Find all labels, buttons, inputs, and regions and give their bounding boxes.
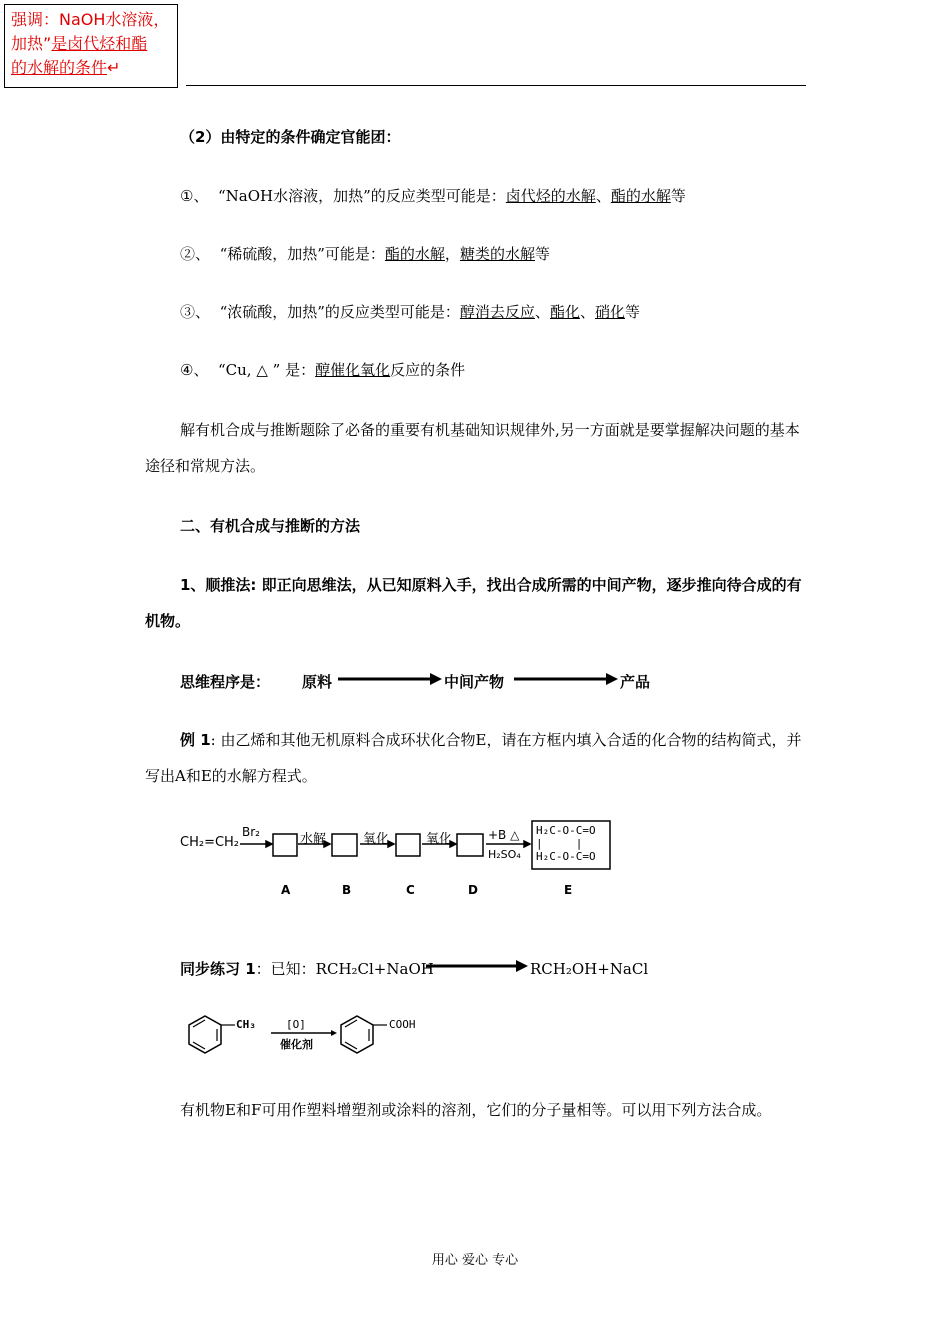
scheme-start: CH₂=CH₂ (180, 835, 240, 850)
benzene-ring-right-icon (341, 1016, 373, 1053)
benzoic-cooh: COOH (389, 1018, 416, 1031)
practice-1-line: 同步练习 1：已知：RCH₂Cl+NaOH (180, 960, 434, 978)
compound-e-structure: H₂C-O-C=O | | H₂C-O-C=O (536, 824, 596, 863)
box-d (457, 834, 483, 856)
label-e: E (564, 883, 573, 897)
item-2: ②、 “稀硫酸，加热”可能是：酯的水解，糖类的水解等 (180, 245, 550, 263)
label-c: C (406, 883, 415, 897)
flow-step-intermediate: 中间产物 (444, 673, 505, 691)
flow-arrow-1 (338, 672, 442, 686)
comment-line-2: 加热”是卤代烃和酯 (11, 34, 148, 53)
label-d: D (468, 883, 478, 897)
box-c (396, 834, 420, 856)
flow-label: 思维程序是： (180, 673, 271, 691)
reagent-br2: Br₂ (242, 825, 260, 839)
item-4: ④、 “Cu, △ ” 是：醇催化氧化反应的条件 (180, 361, 466, 379)
page-footer: 用心 爱心 专心 (431, 1253, 519, 1268)
method-1-paragraph: 1、顺推法: 即正向思维法，从已知原料入手，找出合成所需的中间产物，逐步推向待合成的有机物。 (145, 576, 802, 630)
reaction-scheme (180, 815, 620, 900)
flow-step-product: 产品 (620, 673, 651, 691)
box-a (273, 834, 297, 856)
label-b: B (342, 883, 352, 897)
label-a: A (281, 883, 291, 897)
section2-heading: （2）由特定的条件确定官能团： (180, 128, 401, 146)
reagent-h2so4: H₂SO₄ (488, 848, 521, 861)
reagent-hydrolysis: 水解 (300, 832, 327, 847)
practice-arrow (426, 959, 528, 973)
comment-connector-line (186, 85, 806, 86)
comment-box (4, 4, 178, 88)
item-3: ③、 “浓硫酸，加热”的反应类型可能是：醇消去反应、酯化、硝化等 (180, 303, 640, 321)
reagent-oxidation-1: 氧化 (363, 832, 390, 847)
comment-line-1: 强调：NaOH水溶液， (11, 10, 170, 29)
example-1-paragraph: 例 1: 由乙烯和其他无机原料合成环状化合物E，请在方框内填入合适的化合物的结构简式，并写出A和E的水解方程式。 (145, 731, 802, 785)
intro-paragraph: 解有机合成与推断题除了必备的重要有机基础知识规律外,另一方面就是要掌握解决问题的基本途径和常规方法。 (145, 421, 800, 475)
comment-line-3: 的水解的条件↵ (11, 58, 121, 77)
final-paragraph: 有机物E和F可用作塑料增塑剂或涂料的溶剂，它们的分子量相等。可以用下列方法合成。 (180, 1101, 772, 1119)
oxidant-label: [O] (286, 1018, 306, 1031)
benzene-ring-left-icon (189, 1016, 221, 1053)
flow-step-raw: 原料 (302, 673, 333, 691)
practice-product: RCH₂OH+NaCl (530, 960, 649, 978)
oxidation-scheme (183, 1012, 443, 1057)
item-1: ①、 “NaOH水溶液，加热”的反应类型可能是：卤代烃的水解、酯的水解等 (180, 187, 686, 205)
toluene-ch3: CH₃ (236, 1018, 256, 1031)
section-heading-methods: 二、有机合成与推断的方法 (180, 517, 361, 535)
reagent-oxidation-2: 氧化 (426, 832, 453, 847)
flow-arrow-2 (514, 672, 618, 686)
catalyst-label: 催化剂 (280, 1038, 313, 1051)
box-b (332, 834, 357, 856)
reagent-b-heat: +B △ (488, 828, 520, 842)
